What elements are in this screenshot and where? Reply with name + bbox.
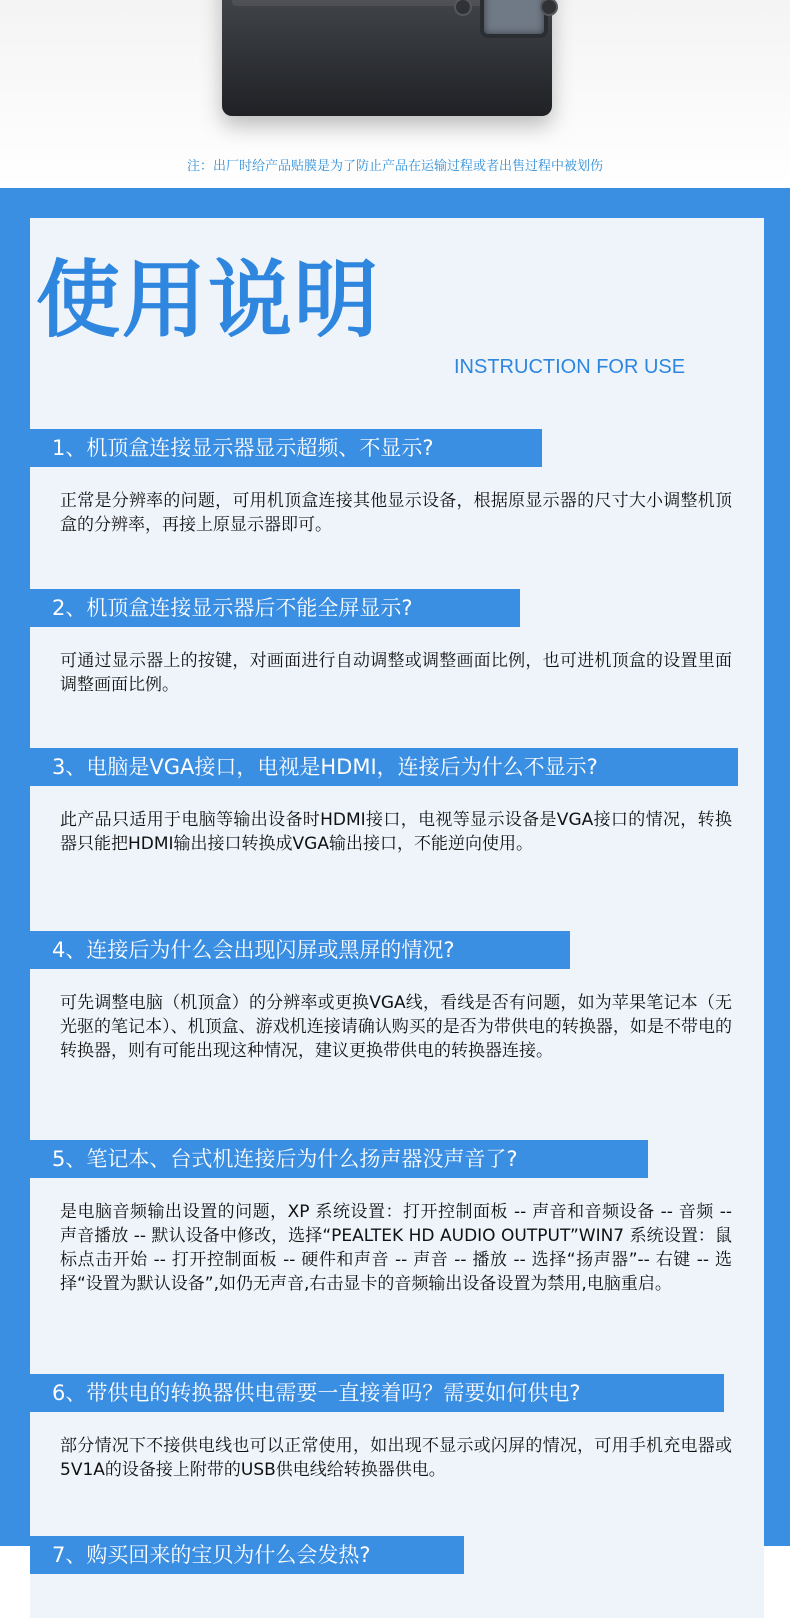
faq-answer-3: 此产品只适用于电脑等输出设备时HDMI接口，电视等显示设备是VGA接口的情况，转换器只能把HDMI输出接口转换成VGA输出接口，不能逆向使用。 — [60, 810, 732, 854]
faq-answer-1: 正常是分辨率的问题，可用机顶盒连接其他显示设备，根据原显示器的尺寸大小调整机顶盒的分辨率，再接上原显示器即可。 — [60, 491, 732, 535]
page-title: 使用说明 — [36, 251, 381, 349]
vga-screw-right — [540, 0, 558, 16]
faq-answer-4: 可先调整电脑（机顶盒）的分辨率或更换VGA线，看线是否有问题，如为苹果笔记本（无光驱的笔记本）、机顶盒、游戏机连接请确认购买的是否为带供电的转换器，如是不带电的转换器，则有可能出现这种情况，建议更换带供电的转换器连接。 — [60, 993, 732, 1061]
page-subtitle: INSTRUCTION FOR USE — [454, 356, 686, 378]
adapter-device-image — [222, 0, 552, 116]
faq-question-4: 4、连接后为什么会出现闪屏或黑屏的情况? — [30, 931, 570, 969]
instructions-frame — [0, 188, 790, 1567]
faq-answer-2: 可通过显示器上的按键，对画面进行自动调整或调整画面比例，也可进机顶盒的设置里面调整画面比例。 — [60, 651, 732, 695]
faq-question-5: 5、笔记本、台式机连接后为什么扬声器没声音了? — [30, 1140, 648, 1178]
product-photo-area — [0, 0, 790, 188]
protective-film-note: 注：出厂时给产品贴膜是为了防止产品在运输过程或者出售过程中被划伤 — [186, 159, 603, 174]
faq-answer-5: 是电脑音频输出设置的问题，XP 系统设置：打开控制面板 -- 声音和音频设备 -- 音频 -- 声音播放 -- 默认设备中修改，选择“PEALTEK HD AUDIO OUTPUT”WIN7 系统设置：鼠标点击开始 -- 打开控制面板 -- 硬件和声音 -- 声音 -- 播放 -- 选择“扬声器”-- 右键 -- 选择“设置为默认设备”,如仍无声音,右击显卡的音频输出设备设置为禁用,电脑重启。 — [60, 1202, 732, 1294]
vga-screw-left — [454, 0, 472, 16]
instructions-card — [30, 218, 764, 1618]
faq-question-3: 3、电脑是VGA接口，电视是HDMI，连接后为什么不显示? — [30, 748, 738, 786]
vga-port-image — [480, 0, 548, 38]
faq-question-7: 7、购买回来的宝贝为什么会发热? — [30, 1536, 464, 1574]
faq-answer-6: 部分情况下不接供电线也可以正常使用，如出现不显示或闪屏的情况，可用手机充电器或5V1A的设备接上附带的USB供电线给转换器供电。 — [60, 1436, 732, 1480]
faq-question-6: 6、带供电的转换器供电需要一直接着吗？需要如何供电? — [30, 1374, 724, 1412]
faq-question-2: 2、机顶盒连接显示器后不能全屏显示? — [30, 589, 520, 627]
faq-question-1: 1、机顶盒连接显示器显示超频、不显示? — [30, 429, 542, 467]
